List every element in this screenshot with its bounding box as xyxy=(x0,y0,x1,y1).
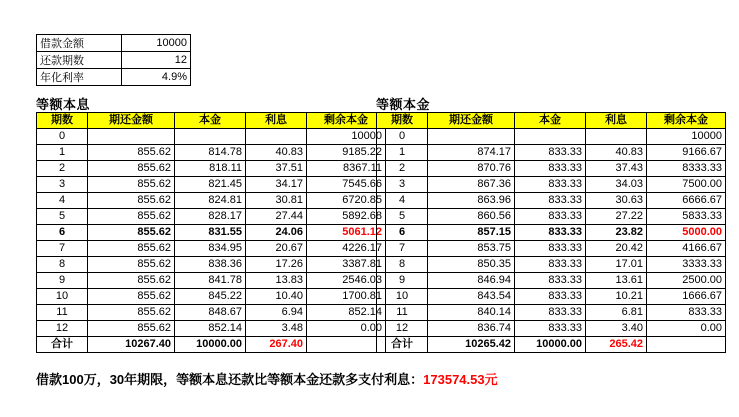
header-payment: 期还金额 xyxy=(88,113,175,129)
cell-balance: 0.00 xyxy=(647,321,726,337)
cell-interest xyxy=(246,129,307,145)
cell-principal: 841.78 xyxy=(175,273,246,289)
cell-period: 11 xyxy=(377,305,428,321)
cell-period: 7 xyxy=(37,241,88,257)
cell-period: 12 xyxy=(377,321,428,337)
total-principal: 10000.00 xyxy=(515,337,586,353)
cell-balance: 4226.17 xyxy=(307,241,386,257)
cell-balance: 852.14 xyxy=(307,305,386,321)
cell-balance: 5061.12 xyxy=(307,225,386,241)
cell-balance: 5000.00 xyxy=(647,225,726,241)
table-row xyxy=(37,305,386,321)
cell-interest: 34.03 xyxy=(586,177,647,193)
table-row xyxy=(37,321,386,337)
table-row xyxy=(377,321,726,337)
cell-principal: 833.33 xyxy=(515,193,586,209)
cell-payment: 855.62 xyxy=(88,225,175,241)
table-row xyxy=(377,161,726,177)
cell-payment: 855.62 xyxy=(88,321,175,337)
cell-payment: 860.56 xyxy=(428,209,515,225)
table-row xyxy=(37,241,386,257)
cell-interest: 13.83 xyxy=(246,273,307,289)
total-balance xyxy=(307,337,386,353)
cell-principal: 833.33 xyxy=(515,321,586,337)
cell-interest: 40.83 xyxy=(586,145,647,161)
cell-payment: 840.14 xyxy=(428,305,515,321)
cell-payment: 855.62 xyxy=(88,257,175,273)
cell-payment: 855.62 xyxy=(88,177,175,193)
cell-principal: 824.81 xyxy=(175,193,246,209)
amortization-table-equal-installment xyxy=(36,112,386,353)
param-value-amount[interactable]: 10000 xyxy=(122,35,191,52)
table-body xyxy=(37,129,386,353)
cell-period: 8 xyxy=(377,257,428,273)
cell-balance: 5892.68 xyxy=(307,209,386,225)
cell-payment: 855.62 xyxy=(88,273,175,289)
table-row xyxy=(377,209,726,225)
cell-interest: 6.81 xyxy=(586,305,647,321)
cell-payment: 855.62 xyxy=(88,145,175,161)
cell-principal: 833.33 xyxy=(515,145,586,161)
table-row xyxy=(377,225,726,241)
cell-interest: 27.22 xyxy=(586,209,647,225)
total-payment: 10265.42 xyxy=(428,337,515,353)
header-payment: 期还金额 xyxy=(428,113,515,129)
table-row xyxy=(377,193,726,209)
cell-principal: 833.33 xyxy=(515,177,586,193)
table-row xyxy=(37,273,386,289)
table-row xyxy=(377,241,726,257)
table-row xyxy=(37,129,386,145)
header-principal: 本金 xyxy=(515,113,586,129)
cell-principal: 833.33 xyxy=(515,305,586,321)
cell-payment: 850.35 xyxy=(428,257,515,273)
header-row xyxy=(377,113,726,129)
cell-period: 12 xyxy=(37,321,88,337)
table-row xyxy=(37,145,386,161)
cell-payment xyxy=(88,129,175,145)
cell-balance: 7500.00 xyxy=(647,177,726,193)
table-row xyxy=(37,177,386,193)
cell-payment: 855.62 xyxy=(88,193,175,209)
cell-interest: 30.81 xyxy=(246,193,307,209)
summary-note xyxy=(36,369,498,388)
total-payment: 10267.40 xyxy=(88,337,175,353)
cell-interest: 6.94 xyxy=(246,305,307,321)
cell-principal: 833.33 xyxy=(515,257,586,273)
cell-interest: 17.01 xyxy=(586,257,647,273)
table-total-row xyxy=(37,337,386,353)
cell-payment: 867.36 xyxy=(428,177,515,193)
cell-interest xyxy=(586,129,647,145)
cell-principal xyxy=(175,129,246,145)
cell-balance: 3387.81 xyxy=(307,257,386,273)
cell-balance: 8367.11 xyxy=(307,161,386,177)
cell-balance: 1666.67 xyxy=(647,289,726,305)
cell-payment: 836.74 xyxy=(428,321,515,337)
cell-principal: 838.36 xyxy=(175,257,246,273)
cell-interest: 40.83 xyxy=(246,145,307,161)
cell-principal: 833.33 xyxy=(515,273,586,289)
cell-balance: 7545.66 xyxy=(307,177,386,193)
cell-period: 8 xyxy=(37,257,88,273)
cell-payment: 853.75 xyxy=(428,241,515,257)
header-row xyxy=(37,113,386,129)
header-principal: 本金 xyxy=(175,113,246,129)
total-principal: 10000.00 xyxy=(175,337,246,353)
cell-period: 6 xyxy=(377,225,428,241)
total-label: 合计 xyxy=(377,337,428,353)
total-interest: 265.42 xyxy=(586,337,647,353)
cell-period: 6 xyxy=(37,225,88,241)
cell-principal: 833.33 xyxy=(515,241,586,257)
cell-period: 11 xyxy=(37,305,88,321)
total-balance xyxy=(647,337,726,353)
cell-period: 4 xyxy=(377,193,428,209)
cell-principal: 833.33 xyxy=(515,289,586,305)
cell-period: 0 xyxy=(37,129,88,145)
cell-period: 9 xyxy=(37,273,88,289)
section-title-equal-installment: 等额本息 xyxy=(36,97,91,112)
table-row[interactable] xyxy=(37,69,191,86)
table-row xyxy=(377,257,726,273)
table-row xyxy=(377,129,726,145)
cell-balance: 10000 xyxy=(647,129,726,145)
header-period: 期数 xyxy=(377,113,428,129)
cell-principal: 834.95 xyxy=(175,241,246,257)
cell-payment: 843.54 xyxy=(428,289,515,305)
table-body xyxy=(377,129,726,353)
cell-balance: 2500.00 xyxy=(647,273,726,289)
cell-principal: 828.17 xyxy=(175,209,246,225)
cell-period: 3 xyxy=(377,177,428,193)
cell-principal: 831.55 xyxy=(175,225,246,241)
cell-interest: 20.42 xyxy=(586,241,647,257)
header-interest: 利息 xyxy=(246,113,307,129)
table-row xyxy=(377,177,726,193)
cell-payment: 846.94 xyxy=(428,273,515,289)
table-total-row xyxy=(377,337,726,353)
summary-note-highlight: 173574.53元 xyxy=(423,372,498,387)
cell-interest: 3.48 xyxy=(246,321,307,337)
cell-payment: 874.17 xyxy=(428,145,515,161)
cell-balance: 6666.67 xyxy=(647,193,726,209)
table-row xyxy=(377,273,726,289)
cell-payment: 870.76 xyxy=(428,161,515,177)
cell-interest: 34.17 xyxy=(246,177,307,193)
cell-period: 10 xyxy=(377,289,428,305)
cell-period: 10 xyxy=(37,289,88,305)
cell-balance: 3333.33 xyxy=(647,257,726,273)
param-value-periods[interactable]: 12 xyxy=(122,52,191,69)
table-row xyxy=(37,289,386,305)
cell-interest: 13.61 xyxy=(586,273,647,289)
cell-payment: 863.96 xyxy=(428,193,515,209)
cell-period: 9 xyxy=(377,273,428,289)
cell-interest: 30.63 xyxy=(586,193,647,209)
cell-balance: 9166.67 xyxy=(647,145,726,161)
cell-period: 1 xyxy=(377,145,428,161)
cell-payment: 855.62 xyxy=(88,241,175,257)
cell-principal xyxy=(515,129,586,145)
cell-payment xyxy=(428,129,515,145)
cell-interest: 3.40 xyxy=(586,321,647,337)
total-label: 合计 xyxy=(37,337,88,353)
cell-balance: 5833.33 xyxy=(647,209,726,225)
cell-balance: 2546.03 xyxy=(307,273,386,289)
param-label-amount: 借款金额 xyxy=(37,35,122,52)
cell-period: 2 xyxy=(37,161,88,177)
cell-period: 1 xyxy=(37,145,88,161)
cell-balance: 0.00 xyxy=(307,321,386,337)
cell-interest: 20.67 xyxy=(246,241,307,257)
cell-balance: 833.33 xyxy=(647,305,726,321)
cell-principal: 852.14 xyxy=(175,321,246,337)
cell-principal: 833.33 xyxy=(515,161,586,177)
cell-balance: 4166.67 xyxy=(647,241,726,257)
cell-principal: 818.11 xyxy=(175,161,246,177)
cell-interest: 37.43 xyxy=(586,161,647,177)
table-header xyxy=(37,113,386,129)
cell-payment: 855.62 xyxy=(88,305,175,321)
table-row[interactable] xyxy=(37,35,191,52)
cell-interest: 24.06 xyxy=(246,225,307,241)
cell-interest: 10.21 xyxy=(586,289,647,305)
cell-interest: 10.40 xyxy=(246,289,307,305)
cell-payment: 855.62 xyxy=(88,161,175,177)
cell-payment: 857.15 xyxy=(428,225,515,241)
table-row xyxy=(37,257,386,273)
cell-interest: 23.82 xyxy=(586,225,647,241)
cell-interest: 17.26 xyxy=(246,257,307,273)
table-row xyxy=(37,193,386,209)
header-balance: 剩余本金 xyxy=(307,113,386,129)
param-value-rate[interactable]: 4.9% xyxy=(122,69,191,86)
param-label-rate: 年化利率 xyxy=(37,69,122,86)
summary-note-text: 借款100万，30年期限，等额本息还款比等额本金还款多支付利息： xyxy=(36,372,424,387)
header-balance: 剩余本金 xyxy=(647,113,726,129)
header-period: 期数 xyxy=(37,113,88,129)
table-row xyxy=(377,289,726,305)
table-row[interactable] xyxy=(37,52,191,69)
cell-payment: 855.62 xyxy=(88,209,175,225)
cell-interest: 27.44 xyxy=(246,209,307,225)
cell-period: 3 xyxy=(37,177,88,193)
cell-period: 2 xyxy=(377,161,428,177)
cell-period: 5 xyxy=(37,209,88,225)
cell-period: 0 xyxy=(377,129,428,145)
amortization-table-equal-principal xyxy=(376,112,726,353)
section-title-equal-principal: 等额本金 xyxy=(376,97,431,112)
cell-balance: 1700.81 xyxy=(307,289,386,305)
cell-principal: 845.22 xyxy=(175,289,246,305)
cell-period: 7 xyxy=(377,241,428,257)
cell-principal: 833.33 xyxy=(515,225,586,241)
param-label-periods: 还款期数 xyxy=(37,52,122,69)
loan-parameters-body xyxy=(37,35,191,86)
cell-principal: 821.45 xyxy=(175,177,246,193)
cell-payment: 855.62 xyxy=(88,289,175,305)
cell-interest: 37.51 xyxy=(246,161,307,177)
cell-balance: 9185.22 xyxy=(307,145,386,161)
table-row xyxy=(377,305,726,321)
cell-principal: 833.33 xyxy=(515,209,586,225)
cell-balance: 10000 xyxy=(307,129,386,145)
table-row xyxy=(37,161,386,177)
cell-balance: 8333.33 xyxy=(647,161,726,177)
header-interest: 利息 xyxy=(586,113,647,129)
cell-period: 5 xyxy=(377,209,428,225)
table-row xyxy=(377,145,726,161)
loan-parameters-table xyxy=(36,34,191,86)
cell-principal: 848.67 xyxy=(175,305,246,321)
cell-principal: 814.78 xyxy=(175,145,246,161)
table-row xyxy=(37,225,386,241)
total-interest: 267.40 xyxy=(246,337,307,353)
cell-period: 4 xyxy=(37,193,88,209)
table-row xyxy=(37,209,386,225)
table-header xyxy=(377,113,726,129)
cell-balance: 6720.85 xyxy=(307,193,386,209)
